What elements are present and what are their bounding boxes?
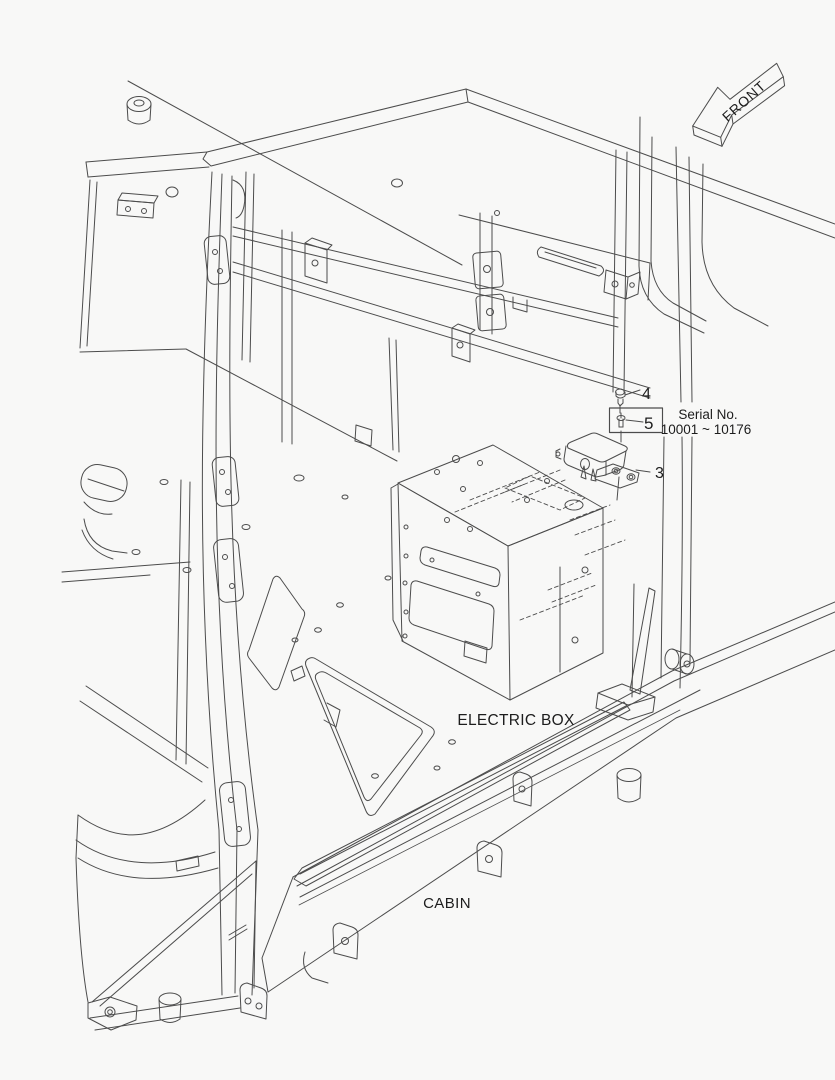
serial-callout-box xyxy=(610,408,663,433)
floor-opening-b xyxy=(291,658,434,816)
post-foot xyxy=(596,684,655,720)
serial-range-label: 10001 ~ 10176 xyxy=(660,422,752,437)
left-pillar xyxy=(176,172,258,995)
relay-assembly xyxy=(556,389,663,500)
base-foot-cylinder xyxy=(617,769,641,803)
roof-frame xyxy=(80,81,835,348)
cabin-base xyxy=(76,602,835,1030)
base-foot xyxy=(477,841,502,877)
relay-part3 xyxy=(556,433,639,488)
leader-part3 xyxy=(636,470,650,472)
leader-part5 xyxy=(626,420,643,422)
floor-oval-cutout xyxy=(78,462,130,515)
floor-opening-a xyxy=(248,576,305,690)
base-foot xyxy=(513,772,532,806)
electric-box-label: ELECTRIC BOX xyxy=(457,712,575,729)
roof-bracket xyxy=(117,193,158,218)
electric-box xyxy=(391,445,625,700)
serial-no-label: Serial No. xyxy=(678,407,738,422)
rail-bracket xyxy=(604,270,640,299)
cabin-label: CABIN xyxy=(423,895,471,912)
part-number-5: 5 xyxy=(644,414,654,433)
base-foot xyxy=(333,923,358,959)
strut-plate xyxy=(472,251,506,331)
rail-bracket xyxy=(305,238,332,283)
front-arrow-label: FRONT xyxy=(718,77,770,125)
part-number-3: 3 xyxy=(655,465,664,482)
floor-plate xyxy=(62,349,583,815)
roof-mount-cylinder xyxy=(127,97,151,125)
washer-screw-part5 xyxy=(617,413,625,427)
part-number-4: 4 xyxy=(642,386,651,403)
roof-slot xyxy=(537,247,603,276)
rear-frame-rails xyxy=(233,179,650,452)
base-foot xyxy=(240,983,267,1019)
diagram-labels xyxy=(423,77,769,912)
